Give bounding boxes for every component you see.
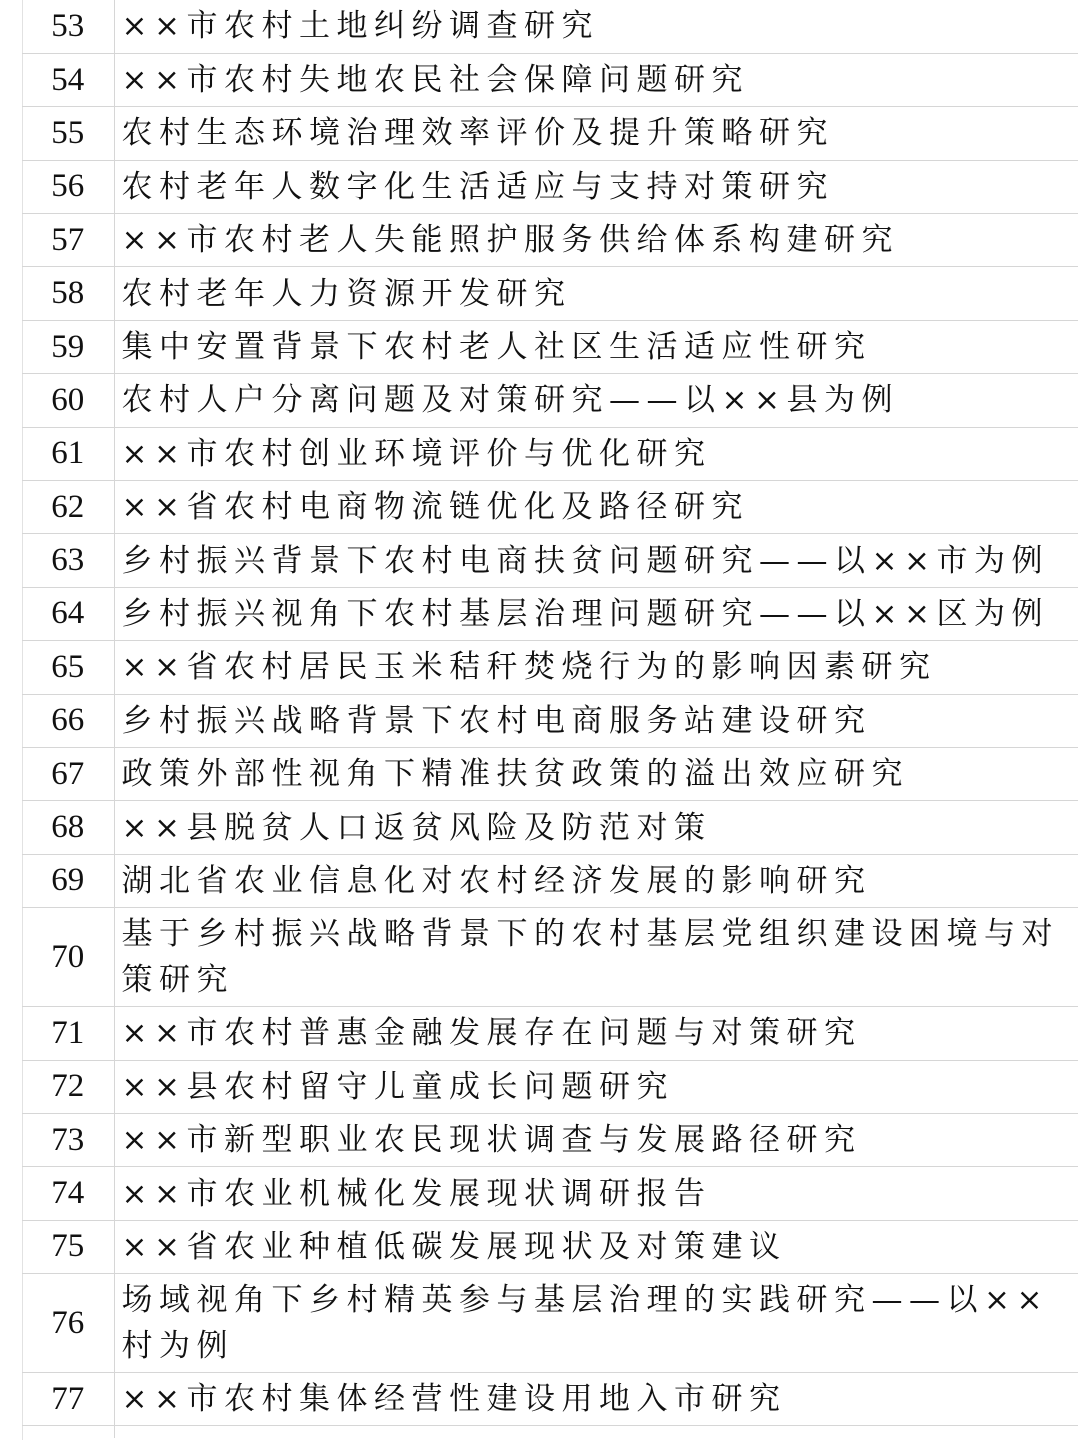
- table-row: [22, 53, 1078, 106]
- row-number: 70: [22, 908, 114, 1007]
- table-row: [22, 1220, 1078, 1273]
- row-number: 65: [22, 641, 114, 694]
- table-row: [22, 1060, 1078, 1113]
- row-number: 60: [22, 374, 114, 427]
- topic-title: 农村老年人数字化生活适应与支持对策研究: [114, 160, 1078, 213]
- row-number: 55: [22, 107, 114, 160]
- row-number: 74: [22, 1167, 114, 1220]
- row-number: 58: [22, 267, 114, 320]
- topic-title: ××市农村创业环境评价与优化研究: [114, 427, 1078, 480]
- table-row: [22, 534, 1078, 587]
- table-row: [22, 587, 1078, 640]
- table-row: [22, 267, 1078, 320]
- row-number: 71: [22, 1007, 114, 1060]
- row-number: 68: [22, 801, 114, 854]
- topic-title: 农村生态环境治理效率评价及提升策略研究: [114, 107, 1078, 160]
- table-row: [22, 1167, 1078, 1220]
- table-row: [22, 1007, 1078, 1060]
- topic-title: 乡村振兴视角下农村基层治理问题研究——以××区为例: [114, 587, 1078, 640]
- topic-title: 乡村振兴战略背景下农村电商服务站建设研究: [114, 694, 1078, 747]
- topic-title: 湖北省农业信息化对农村经济发展的影响研究: [114, 854, 1078, 907]
- topic-title: ××省农村居民玉米秸秆焚烧行为的影响因素研究: [114, 641, 1078, 694]
- table-row: [22, 320, 1078, 373]
- table-row: [22, 481, 1078, 534]
- table-row: [22, 908, 1078, 1007]
- table-row: [22, 1373, 1078, 1426]
- topic-title: 集中安置背景下农村老人社区生活适应性研究: [114, 320, 1078, 373]
- row-number: 76: [22, 1274, 114, 1373]
- row-number: 77: [22, 1373, 114, 1426]
- topic-title: ××市农村普惠金融发展存在问题与对策研究: [114, 1007, 1078, 1060]
- topic-title: 乡村振兴背景下农村电商扶贫问题研究——以××市为例: [114, 534, 1078, 587]
- topic-title: 基于乡村振兴战略背景下的农村基层党组织建设困境与对策研究: [114, 908, 1078, 1007]
- research-topic-table: [22, 0, 1078, 1438]
- table-row: [22, 214, 1078, 267]
- row-number: 64: [22, 587, 114, 640]
- row-number: 73: [22, 1113, 114, 1166]
- row-number: 66: [22, 694, 114, 747]
- table-row: [22, 0, 1078, 53]
- row-number: 72: [22, 1060, 114, 1113]
- row-number: 75: [22, 1220, 114, 1273]
- row-number: 63: [22, 534, 114, 587]
- topic-title: ××县脱贫人口返贫风险及防范对策: [114, 801, 1078, 854]
- row-number: 61: [22, 427, 114, 480]
- row-number: 67: [22, 747, 114, 800]
- table-row: [22, 641, 1078, 694]
- table-row: [22, 374, 1078, 427]
- topic-title: ××市农业机械化发展现状调研报告: [114, 1167, 1078, 1220]
- topic-title-cell-empty: [114, 1426, 1078, 1438]
- topic-title: ××省农村电商物流链优化及路径研究: [114, 481, 1078, 534]
- table-row: [22, 160, 1078, 213]
- topic-title: ××市新型职业农民现状调查与发展路径研究: [114, 1113, 1078, 1166]
- topic-title: 场域视角下乡村精英参与基层治理的实践研究——以××村为例: [114, 1274, 1078, 1373]
- topic-title: 农村老年人力资源开发研究: [114, 267, 1078, 320]
- row-number: 62: [22, 481, 114, 534]
- topic-title: ××市农村失地农民社会保障问题研究: [114, 53, 1078, 106]
- table-row-continuation: [22, 1426, 1078, 1438]
- table-row: [22, 1113, 1078, 1166]
- table-row: [22, 427, 1078, 480]
- topic-title: ××市农村集体经营性建设用地入市研究: [114, 1373, 1078, 1426]
- topic-title: ××市农村土地纠纷调查研究: [114, 0, 1078, 53]
- table-row: [22, 801, 1078, 854]
- row-number-cell-empty: [22, 1426, 114, 1438]
- topic-title: 农村人户分离问题及对策研究——以××县为例: [114, 374, 1078, 427]
- table-row: [22, 854, 1078, 907]
- row-number: 53: [22, 0, 114, 53]
- row-number: 59: [22, 320, 114, 373]
- table-row: [22, 694, 1078, 747]
- row-number: 69: [22, 854, 114, 907]
- topic-title: ××县农村留守儿童成长问题研究: [114, 1060, 1078, 1113]
- table-row: [22, 747, 1078, 800]
- topic-title: ××市农村老人失能照护服务供给体系构建研究: [114, 214, 1078, 267]
- row-number: 56: [22, 160, 114, 213]
- topic-title: ××省农业种植低碳发展现状及对策建议: [114, 1220, 1078, 1273]
- row-number: 54: [22, 53, 114, 106]
- table-row: [22, 1274, 1078, 1373]
- row-number: 57: [22, 214, 114, 267]
- topic-title: 政策外部性视角下精准扶贫政策的溢出效应研究: [114, 747, 1078, 800]
- table-row: [22, 107, 1078, 160]
